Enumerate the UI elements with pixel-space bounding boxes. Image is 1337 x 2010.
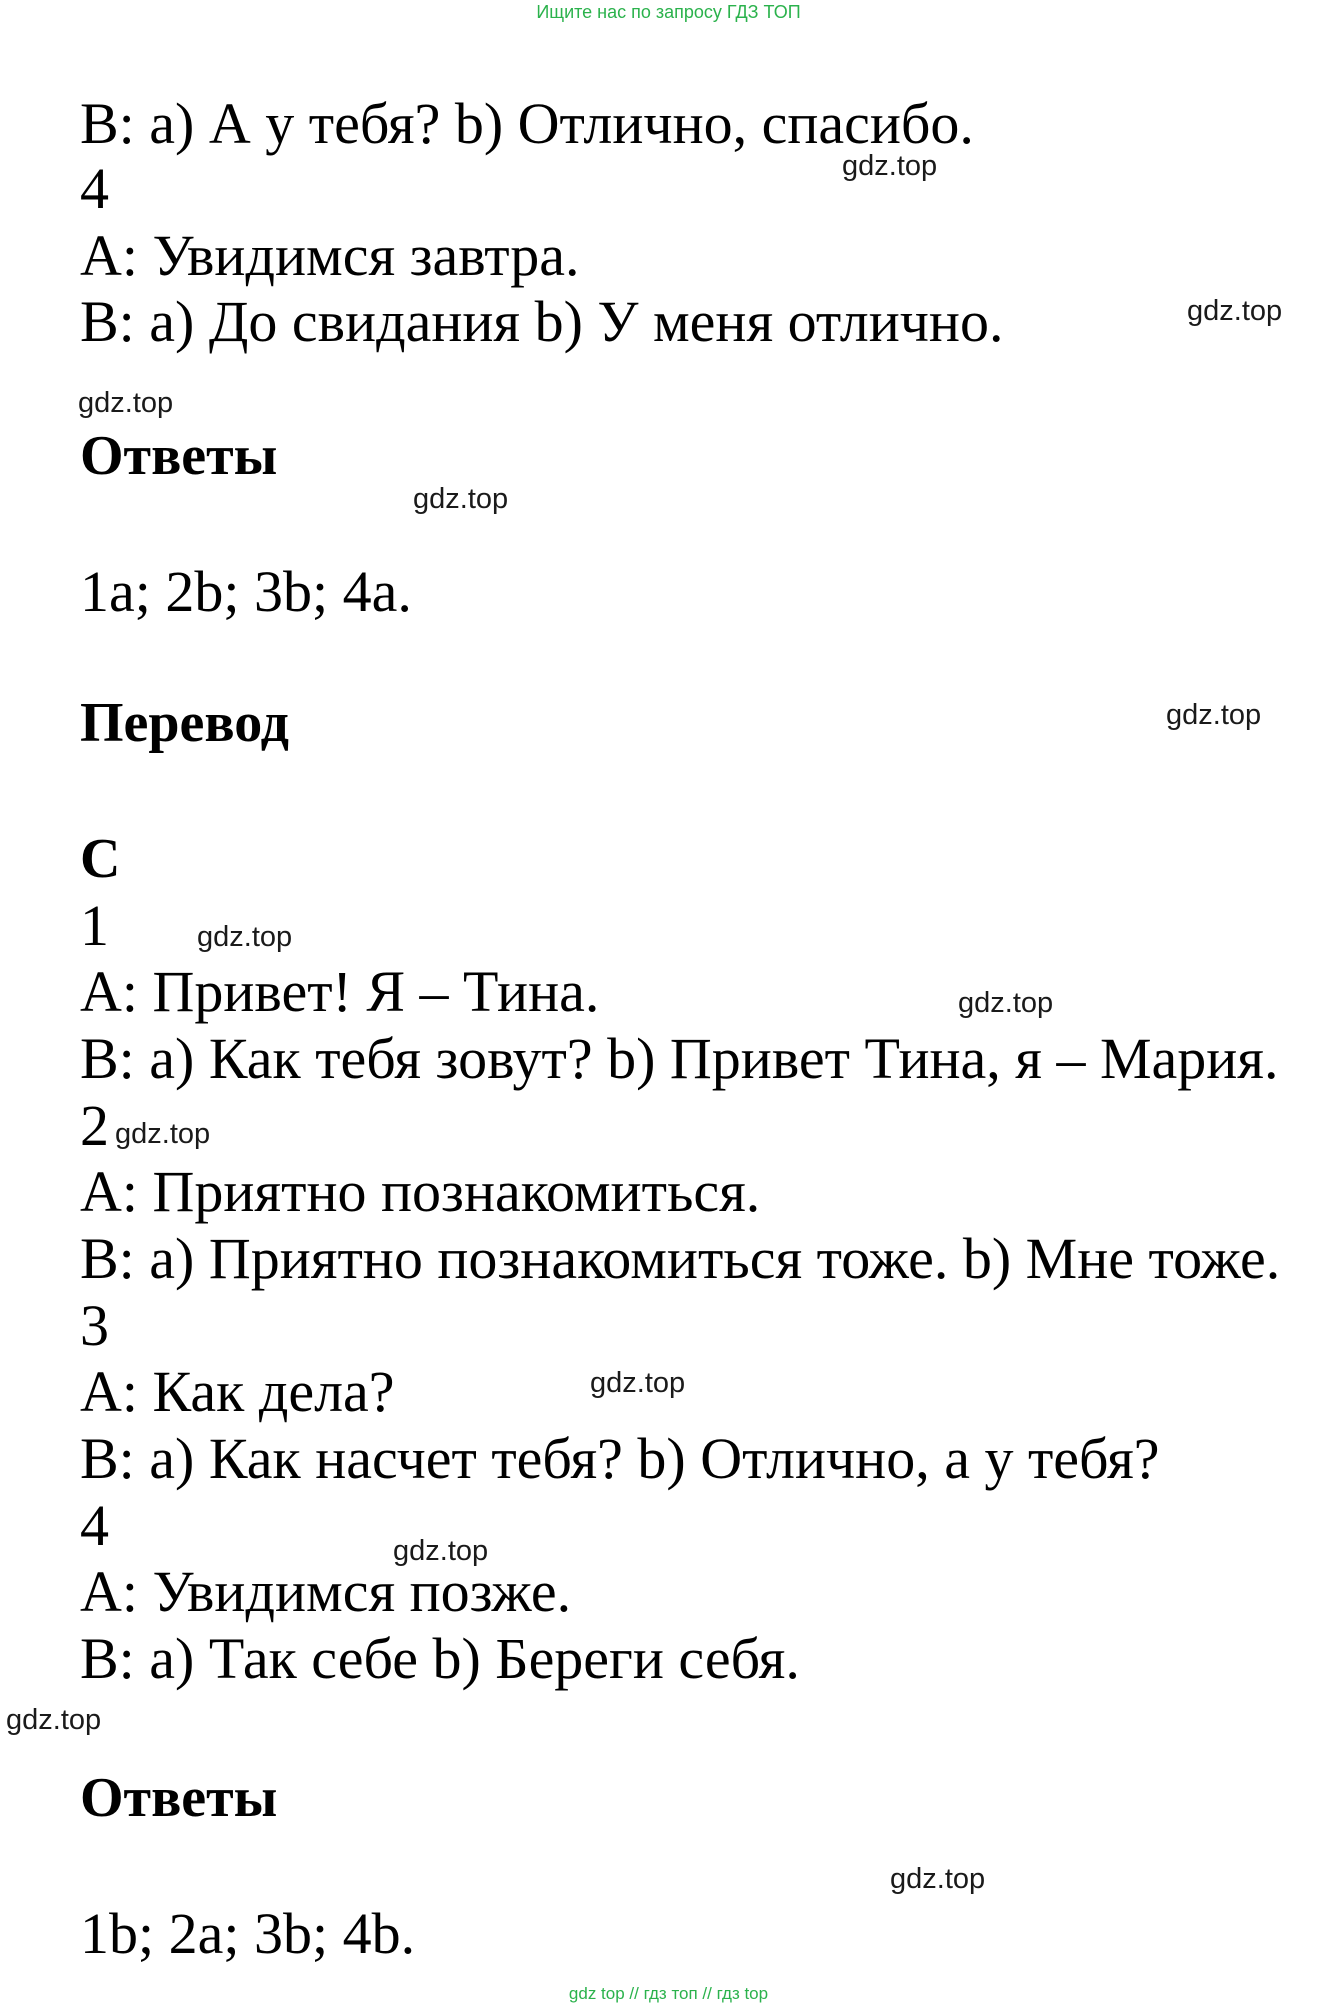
watermark: gdz.top [842,150,938,182]
dialog-line-c1b: B: a) Как тебя зовут? b) Привет Тина, я – Мария. [80,1026,1279,1091]
item-number-4c: 4 [80,1493,109,1558]
watermark: gdz.top [78,387,174,419]
watermark: gdz.top [1187,295,1283,327]
dialog-line-c4b: B: a) Так себе b) Береги себя. [80,1626,800,1691]
top-banner: Ищите нас по запросу ГДЗ ТОП [536,2,801,22]
watermark: gdz.top [393,1535,489,1567]
dialog-line-b3: B: a) А у тебя? b) Отлично, спасибо. [80,91,974,156]
item-number-2: 2 [80,1093,109,1158]
item-number-4: 4 [80,156,109,221]
dialog-line-c4a: A: Увидимся позже. [80,1559,572,1624]
dialog-line-c1a: A: Привет! Я – Тина. [80,959,600,1024]
answers-text: 1a; 2b; 3b; 4a. [80,559,412,624]
answers-heading-2: Ответы [80,1767,278,1829]
watermark: gdz.top [6,1704,102,1736]
dialog-line-c2a: A: Приятно познакомиться. [80,1159,761,1224]
answers-heading: Ответы [80,425,278,487]
dialog-line-c3a: A: Как дела? [80,1359,395,1424]
item-number-1: 1 [80,893,109,958]
section-label-c: C [80,828,121,890]
watermark: gdz.top [958,987,1054,1019]
watermark: gdz.top [197,921,293,953]
answers-text-2: 1b; 2a; 3b; 4b. [80,1901,416,1966]
watermark: gdz.top [1166,699,1262,731]
dialog-line-a4: A: Увидимся завтра. [80,223,580,288]
watermark: gdz.top [413,483,509,515]
dialog-line-c2b: B: a) Приятно познакомиться тоже. b) Мне тоже. [80,1226,1281,1291]
translation-heading: Перевод [80,692,289,754]
watermark: gdz.top [890,1863,986,1895]
watermark: gdz.top [115,1118,211,1150]
dialog-line-b4: B: a) До свидания b) У меня отлично. [80,289,1004,354]
footer-links: gdz top // гдз топ // гдз top [568,1984,769,2003]
watermark: gdz.top [590,1367,686,1399]
dialog-line-c3b: B: a) Как насчет тебя? b) Отлично, а у тебя? [80,1426,1160,1491]
item-number-3: 3 [80,1293,109,1358]
